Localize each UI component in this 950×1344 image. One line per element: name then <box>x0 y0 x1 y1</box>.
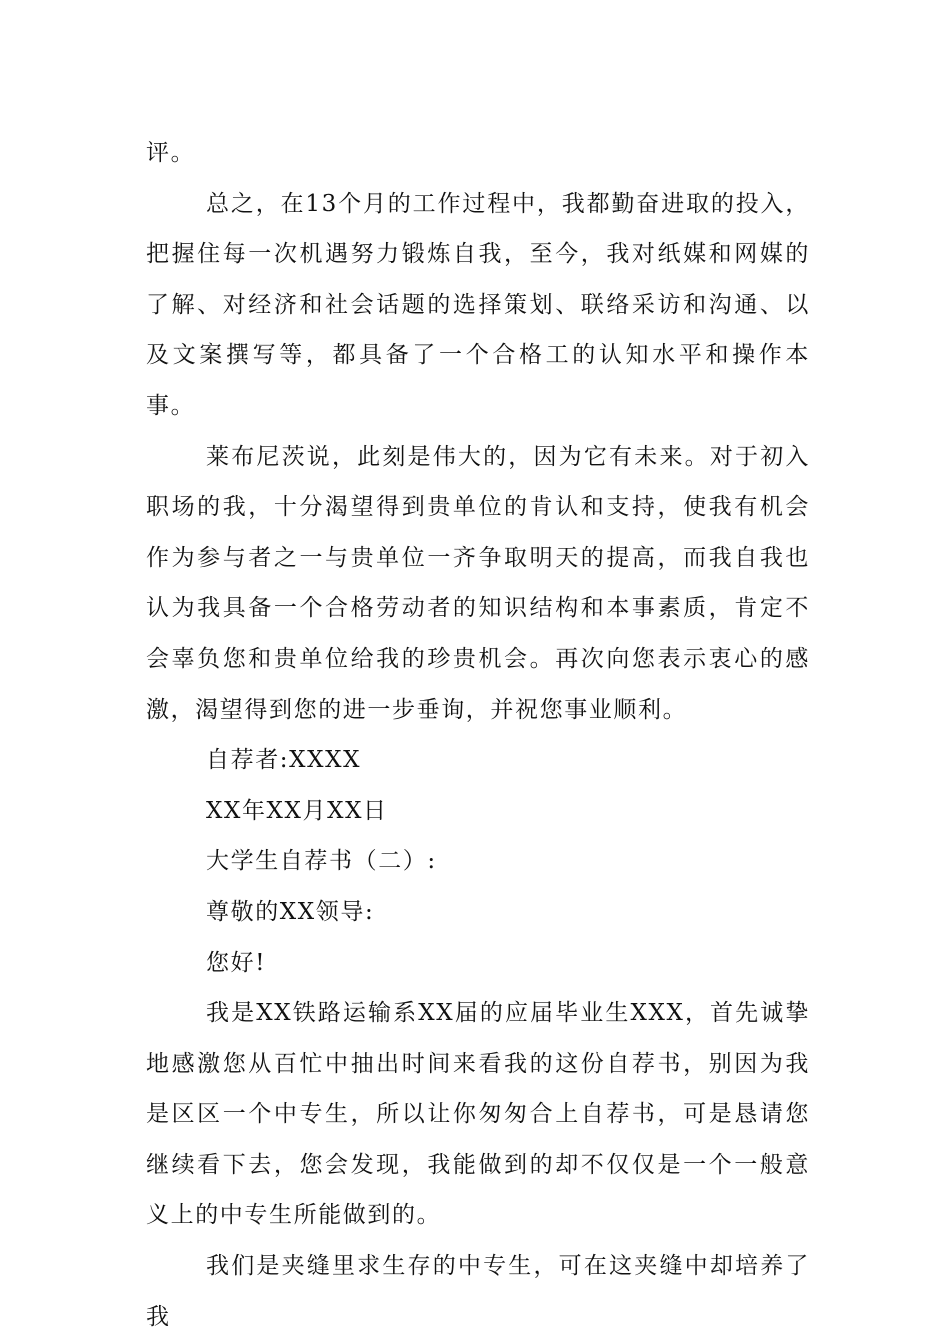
date-line: XX年XX月XX日 <box>206 797 388 824</box>
salutation: 尊敬的XX领导: <box>206 898 375 925</box>
signature-line: 自荐者:XXXX <box>206 747 362 774</box>
document-body <box>146 128 810 1342</box>
paragraph-future: 莱布尼茨说，此刻是伟大的，因为它有未来。对于初入职场的我，十分渴望得到贵单位的肯认和支持，使我有机会作为参与者之一与贵单位一齐争取明天的提高，而我自我也认为我具备一个合格劳动者的知识结构和本事素质，肯定不会辜负您和贵单位给我的珍贵机会。再次向您表示衷心的感激，渴望得到您的进一步垂询，并祝您事业顺利。 <box>146 443 810 723</box>
section-heading: 大学生自荐书（二）: <box>206 848 437 875</box>
paragraph-closing-partial: 我们是夹缝里求生存的中专生，可在这夹缝中却培养了我 <box>146 1253 810 1330</box>
paragraph-introduction: 我是XX铁路运输系XX届的应届毕业生XXX，首先诚挚地感激您从百忙中抽出时间来看我的这份自荐书，别因为我是区区一个中专生，所以让你匆匆合上自荐书，可是恳请您继续看下去，您会发现，我能做到的却不仅仅是一个一般意义上的中专生所能做到的。 <box>146 1000 810 1229</box>
paragraph-continuation: 评。 <box>146 140 196 166</box>
paragraph-summary: 总之，在13个月的工作过程中，我都勤奋进取的投入，把握住每一次机遇努力锻炼自我，至今，我对纸媒和网媒的了解、对经济和社会话题的选择策划、联络采访和沟通、以及文案撰写等，都具备了一个合格工的认知水平和操作本事。 <box>146 190 810 419</box>
greeting: 您好! <box>206 949 267 976</box>
